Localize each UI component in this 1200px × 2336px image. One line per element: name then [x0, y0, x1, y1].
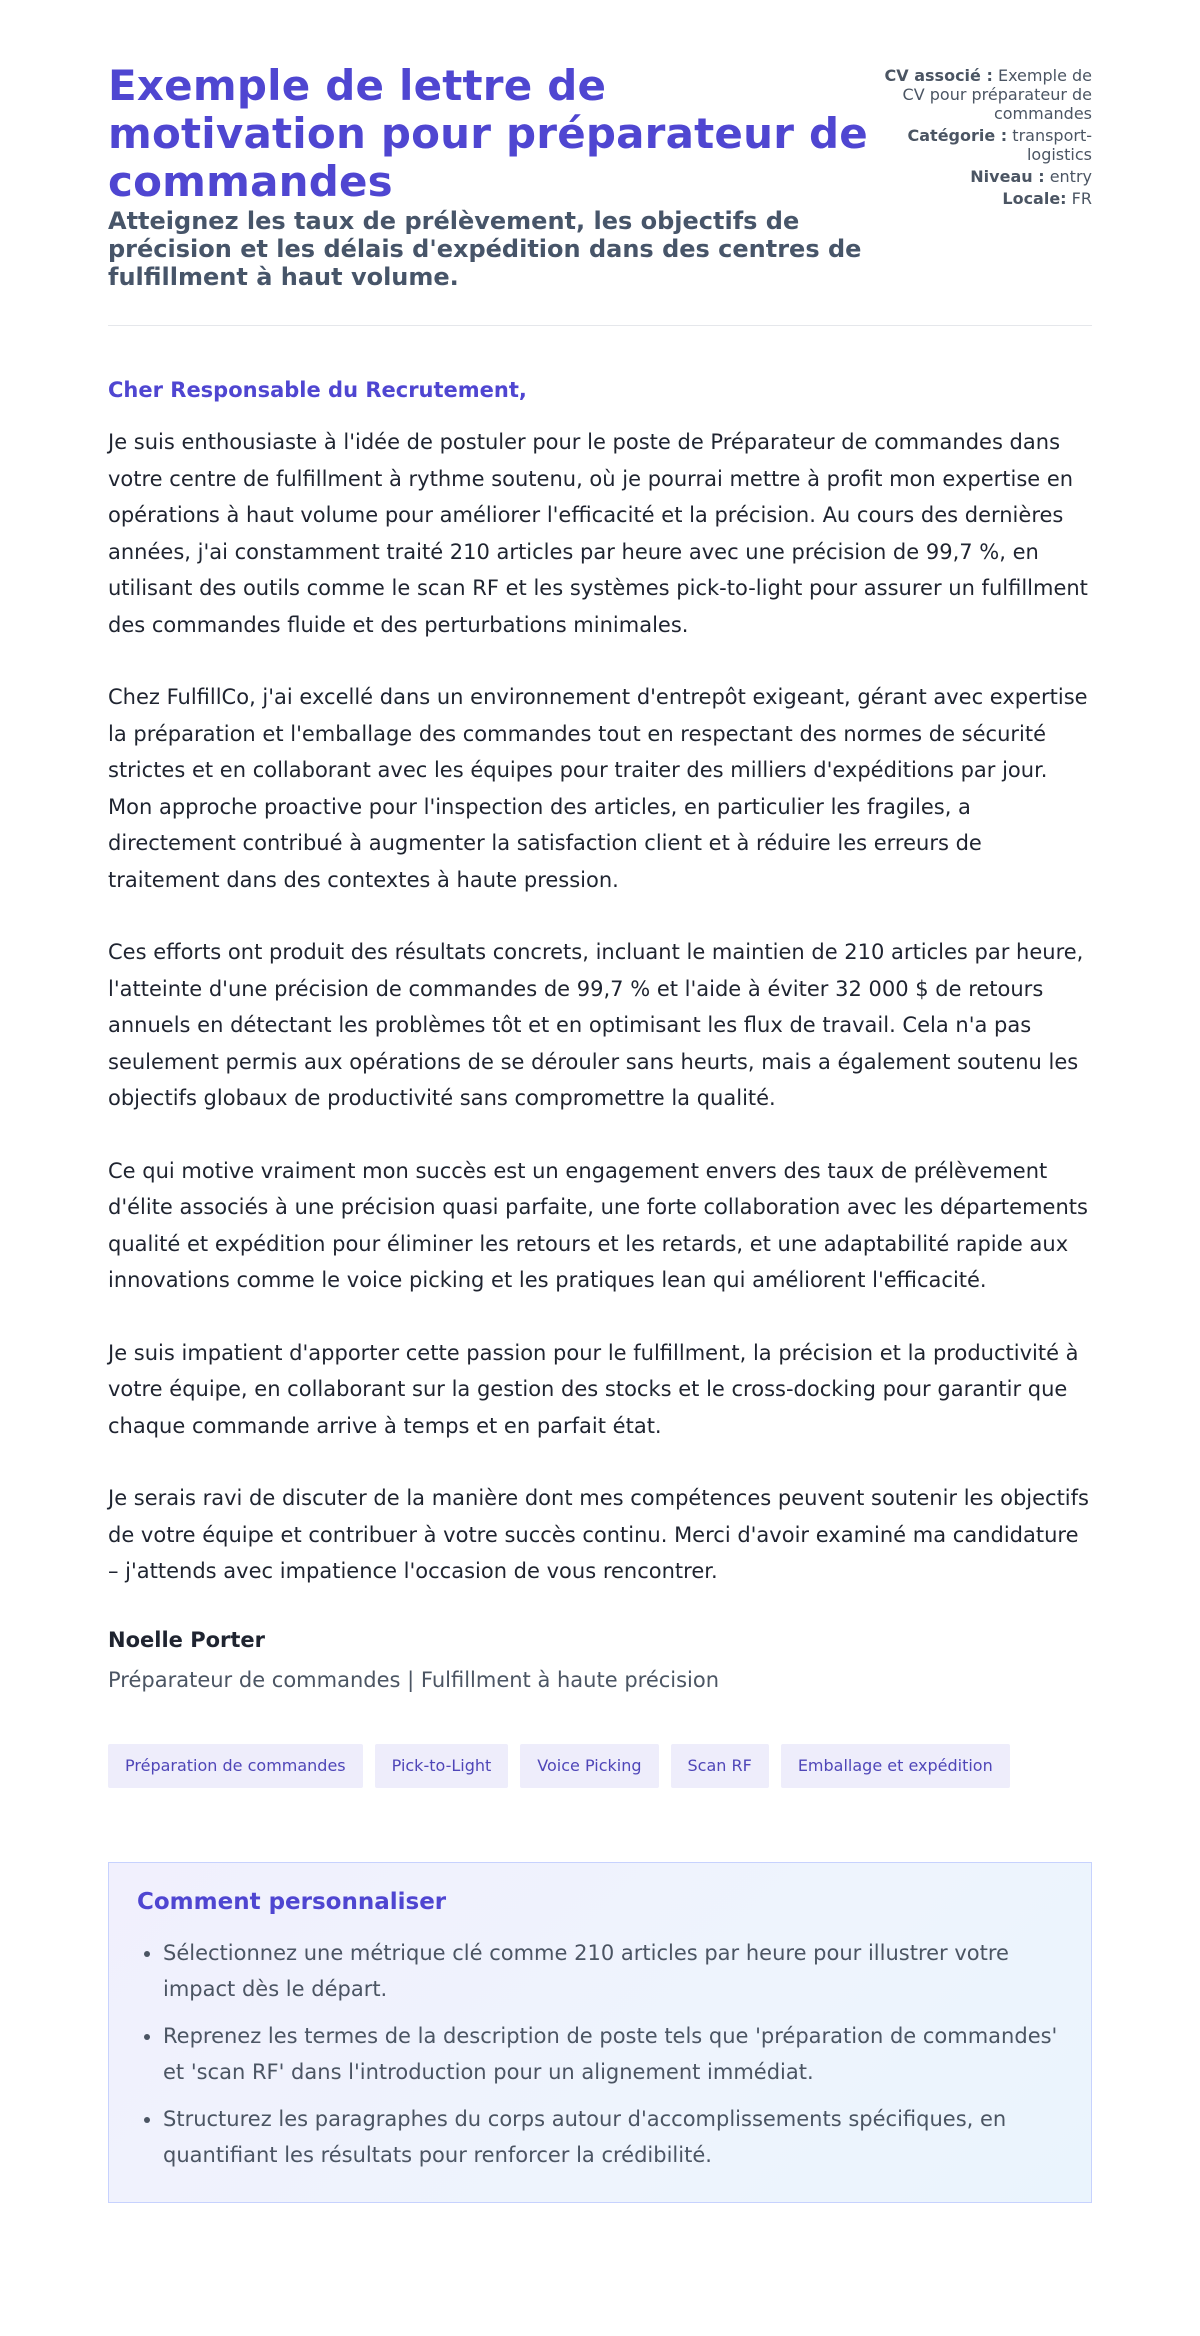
letter-paragraph: Je suis impatient d'apporter cette passion pour le fulfillment, la précision et la productivité à votre équipe, en collaborant sur la gestion des stocks et le cross-docking pour garantir que chaque commande arrive à temps et en parfait état. [108, 1340, 1079, 1438]
skill-tag: Scan RF [671, 1744, 769, 1788]
signature-name: Noelle Porter [108, 1627, 266, 1652]
meta-panel [872, 66, 1092, 211]
meta-level-value: entry [1049, 167, 1092, 186]
meta-cv-label: CV associé : [884, 66, 993, 85]
letter-paragraph: Je suis enthousiaste à l'idée de postuler pour le poste de Préparateur de commandes dans votre centre de fulfillment à rythme soutenu, où je pourrai mettre à profit mon expertise en opérations à haut volume pour améliorer l'efficacité et la précision. Au cours des dernières années, j'ai constamment traité 210 articles par heure avec une précision de 99,7 %, en utilisant des outils comme le scan RF et les systèmes pick-to-light pour assurer un fulfillment des commandes fluide et des perturbations minimales. [108, 430, 1088, 637]
skill-tag: Préparation de commandes [108, 1744, 363, 1788]
meta-locale [872, 189, 1092, 208]
skill-tags [108, 1744, 1092, 1788]
meta-category [872, 126, 1092, 164]
skill-tag: Pick-to-Light [375, 1744, 509, 1788]
letter-salutation: Cher Responsable du Recrutement, [108, 378, 527, 402]
meta-level-label: Niveau : [970, 167, 1045, 186]
meta-locale-value: FR [1071, 189, 1092, 208]
tip-item: • Sélectionnez une métrique clé comme 210 articles par heure pour illustrer votre impact dès le départ. [163, 1935, 1063, 2008]
meta-cv [872, 66, 1092, 123]
meta-category-value: transport-logistics [1012, 126, 1092, 164]
letter-paragraph: Ces efforts ont produit des résultats concrets, incluant le maintien de 210 articles par heure, l'atteinte d'une précision de commandes de 99,7 % et l'aide à éviter 32 000 $ de retours annuels en détectant les problèmes tôt et en optimisant les flux de travail. Cela n'a pas seulement permis aux opérations de se dérouler sans heurts, mais a également soutenu les objectifs globaux de productivité sans compromettre la qualité. [108, 940, 1084, 1110]
signature-role: Préparateur de commandes | Fulfillment à haute précision [108, 1667, 720, 1692]
tips-list [137, 1935, 1063, 2174]
tips-title: Comment personnaliser [137, 1888, 447, 1915]
letter-body [108, 424, 1092, 1590]
tip-item: • Reprenez les termes de la description de poste tels que 'préparation de commandes' et 'scan RF' dans l'introduction pour un alignement immédiat. [163, 2018, 1063, 2091]
header-divider [108, 325, 1092, 326]
header-left [108, 62, 868, 291]
header [108, 62, 1092, 291]
letter-paragraph: Chez FulfillCo, j'ai excellé dans un environnement d'entrepôt exigeant, gérant avec expertise la préparation et l'emballage des commandes tout en respectant des normes de sécurité strictes et en collaborant avec les équipes pour traiter des milliers d'expéditions par jour. Mon approche proactive pour l'inspection des articles, en particulier les fragiles, a directement contribué à augmenter la satisfaction client et à réduire les erreurs de traitement dans des contextes à haute pression. [108, 685, 1088, 892]
meta-level [872, 167, 1092, 186]
letter-paragraph: Ce qui motive vraiment mon succès est un engagement envers des taux de prélèvement d'élite associés à une précision quasi parfaite, une forte collaboration avec les départements qualité et expédition pour éliminer les retours et les retards, et une adaptabilité rapide aux innovations comme le voice picking et les pratiques lean qui améliorent l'efficacité. [108, 1158, 1088, 1292]
meta-category-label: Catégorie : [907, 126, 1008, 145]
letter-paragraph: Je serais ravi de discuter de la manière dont mes compétences peuvent soutenir les objectifs de votre équipe et contribuer à votre succès continu. Merci d'avoir examiné ma candidature – j'attends avec impatience l'occasion de vous rencontrer. [108, 1486, 1089, 1583]
page-title: Exemple de lettre de motivation pour préparateur de commandes [108, 61, 868, 206]
meta-locale-label: Locale: [1002, 189, 1067, 208]
meta-cv-value: Exemple de CV pour préparateur de commandes [902, 66, 1092, 123]
skill-tag: Emballage et expédition [781, 1744, 1010, 1788]
customization-tips-box [108, 1862, 1092, 2203]
tip-item: • Structurez les paragraphes du corps autour d'accomplissements spécifiques, en quantifiant les résultats pour renforcer la crédibilité. [163, 2101, 1063, 2174]
page-subtitle: Atteignez les taux de prélèvement, les objectifs de précision et les délais d'expédition dans des centres de fulfillment à haut volume. [108, 207, 862, 291]
skill-tag: Voice Picking [520, 1744, 658, 1788]
